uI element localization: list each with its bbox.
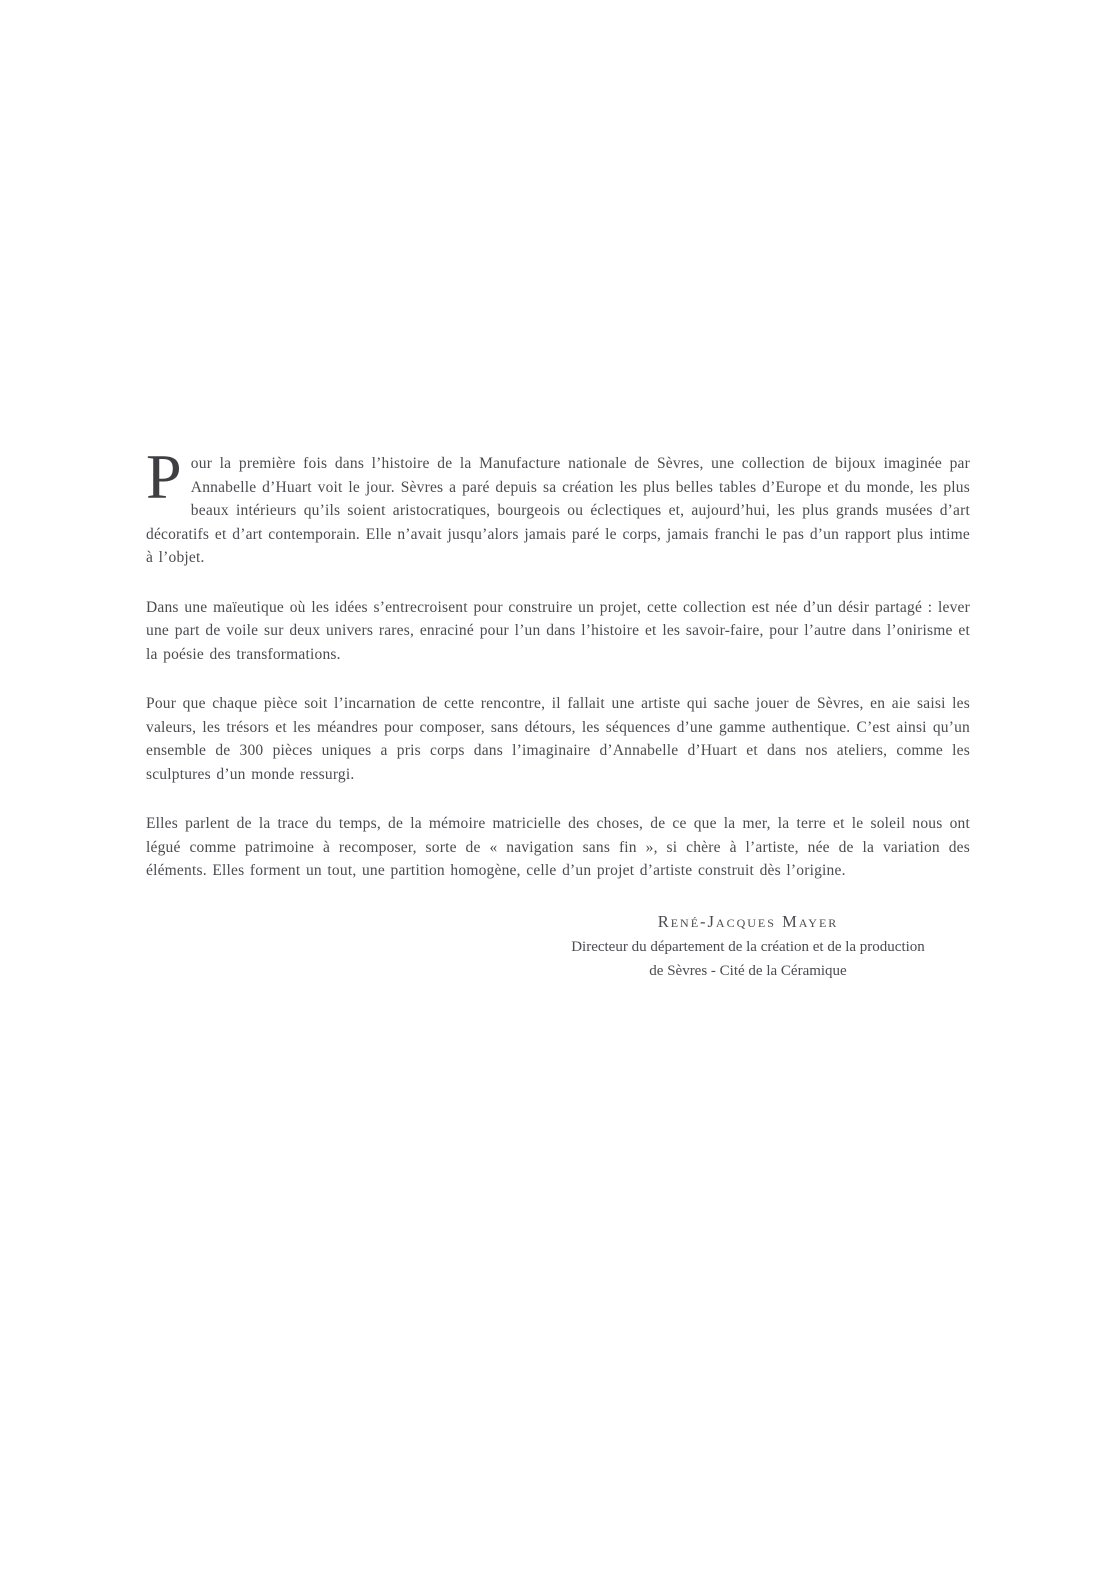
drop-cap-letter: P — [146, 441, 182, 512]
paragraph-2: Dans une maïeutique où les idées s’entrecroisent pour construire un projet, cette collection est née d’un désir partagé : lever une part de voile sur deux univers rares, enraciné pour l’un dans l’histoire et les savoir-faire, pour l’autre dans l’onirisme et la poésie des transformations. — [146, 598, 970, 663]
paragraph-1-text: our la première fois dans l’histoire de la Manufacture nationale de Sèvres, une collection de bijoux imaginée par Annabelle d’Huart voit le jour. Sèvres a paré depuis sa création les plus belles tables d’Europe et du monde, les plus beaux intérieurs qu’ils soient aristocratiques, bourgeois ou éclectiques et, aujourd’hui, les plus grands musées d’art décoratifs et d’art contemporain. Elle n’avait jusqu’alors jamais paré le corps, jamais franchi le pas d’un rapport plus intime à l’objet. — [146, 455, 970, 566]
paragraph-3: Pour que chaque pièce soit l’incarnation de cette rencontre, il fallait une artiste qui sache jouer de Sèvres, en aie saisi les valeurs, les trésors et les méandres pour composer, sans détours, les séquences d’une gamme authentique. C’est ainsi qu’un ensemble de 300 pièces uniques a pris corps dans l’imaginaire d’Annabelle d’Huart et dans nos ateliers, comme les sculptures d’un monde ressurgi. — [146, 695, 970, 783]
paragraph-1 — [146, 441, 970, 570]
text-block — [146, 441, 970, 983]
signature-name: René-Jacques Mayer — [657, 911, 839, 931]
signature-title-line1: Directeur du département de la création et de la production — [571, 938, 925, 955]
signature-title-line2: de Sèvres - Cité de la Céramique — [649, 962, 847, 979]
signature-block — [498, 909, 998, 983]
paragraph-4: Elles parlent de la trace du temps, de la mémoire matricielle des choses, de ce que la mer, la terre et le soleil nous ont légué comme patrimoine à recomposer, sorte de « navigation sans fin », si chère à l’artiste, née de la variation des éléments. Elles forment un tout, une partition homogène, celle d’un projet d’artiste construit dès l’origine. — [146, 815, 970, 879]
